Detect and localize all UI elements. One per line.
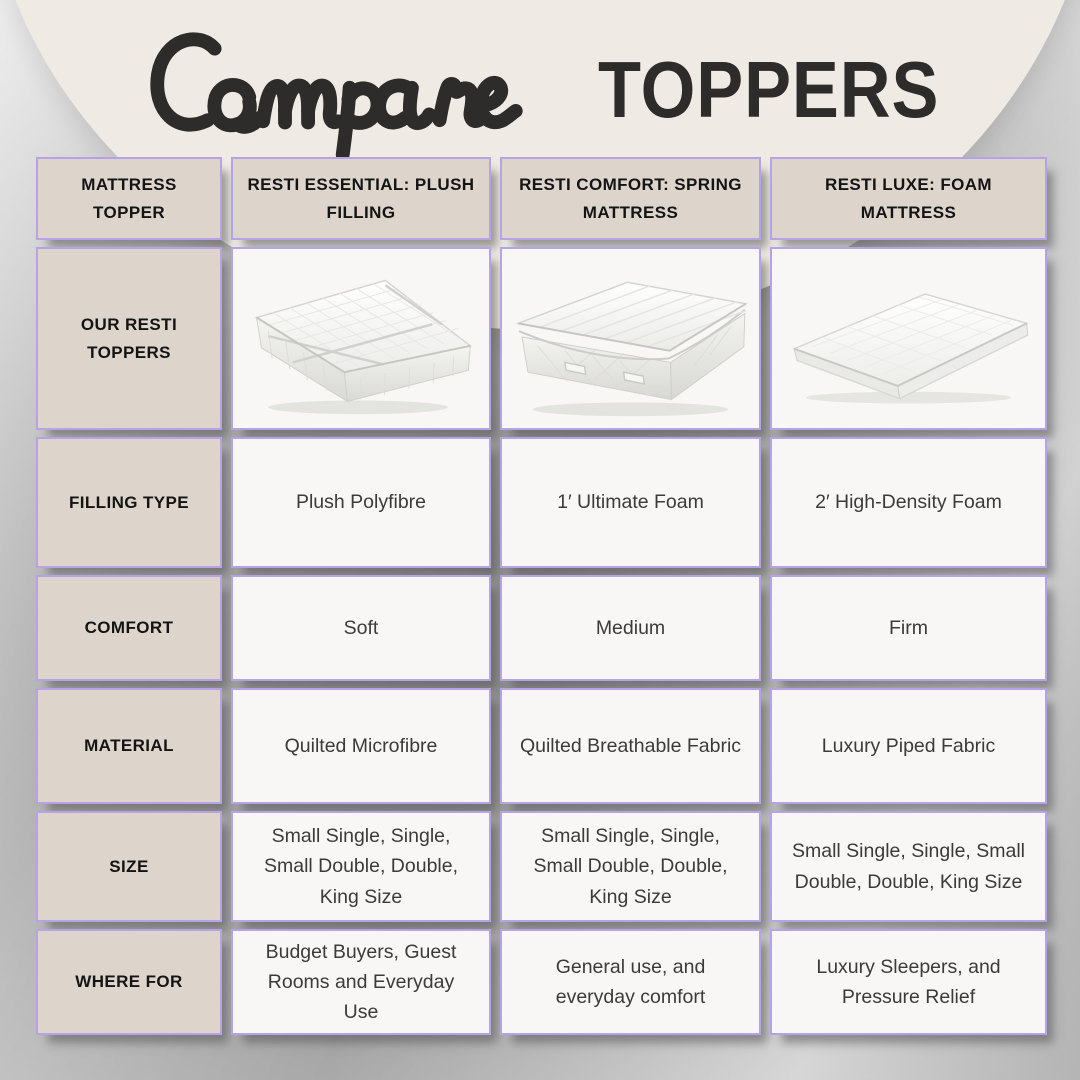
- row-label-filling-type: FILLING TYPE: [36, 437, 222, 568]
- pillow-top-spring-mattress-photo: [508, 253, 753, 424]
- cell-comfort-comfort: Medium: [500, 575, 761, 681]
- cell-photo-comfort: [500, 247, 761, 430]
- thin-foam-mattress-topper-photo: [778, 253, 1039, 424]
- header-resti-luxe: RESTI LUXE: FOAM MATTRESS: [770, 157, 1047, 240]
- cell-size-comfort: Small Single, Single, Small Double, Double, King Size: [500, 811, 761, 922]
- row-label-material: MATERIAL: [36, 688, 222, 804]
- cell-size-essential: Small Single, Single, Small Double, Double, King Size: [231, 811, 491, 922]
- row-label-size: SIZE: [36, 811, 222, 922]
- cell-filling-luxe: 2′ High-Density Foam: [770, 437, 1047, 568]
- cell-material-luxe: Luxury Piped Fabric: [770, 688, 1047, 804]
- quilted-plush-mattress-topper-photo: [239, 253, 483, 424]
- cell-wherefor-luxe: Luxury Sleepers, and Pressure Relief: [770, 929, 1047, 1035]
- compare-script-lettering: [143, 14, 547, 164]
- header-resti-comfort: RESTI COMFORT: SPRING MATTRESS: [500, 157, 761, 240]
- row-label-comfort: COMFORT: [36, 575, 222, 681]
- cell-filling-essential: Plush Polyfibre: [231, 437, 491, 568]
- cell-comfort-luxe: Firm: [770, 575, 1047, 681]
- cell-wherefor-essential: Budget Buyers, Guest Rooms and Everyday Use: [231, 929, 491, 1035]
- cell-size-luxe: Small Single, Single, Small Double, Double, King Size: [770, 811, 1047, 922]
- cell-material-comfort: Quilted Breathable Fabric: [500, 688, 761, 804]
- cell-material-essential: Quilted Microfibre: [231, 688, 491, 804]
- title-bold-word: TOPPERS: [598, 45, 940, 134]
- cell-filling-comfort: 1′ Ultimate Foam: [500, 437, 761, 568]
- cell-photo-luxe: [770, 247, 1047, 430]
- cell-comfort-essential: Soft: [231, 575, 491, 681]
- title-script-word: [143, 14, 547, 169]
- header-resti-essential: RESTI ESSENTIAL: PLUSH FILLING: [231, 157, 491, 240]
- row-label-where-for: WHERE FOR: [36, 929, 222, 1035]
- cell-photo-essential: [231, 247, 491, 430]
- cell-wherefor-comfort: General use, and everyday comfort: [500, 929, 761, 1035]
- header-mattress-topper: MATTRESS TOPPER: [36, 157, 222, 240]
- comparison-table: [36, 157, 1047, 1035]
- row-label-our-resti-toppers: OUR RESTI TOPPERS: [36, 247, 222, 430]
